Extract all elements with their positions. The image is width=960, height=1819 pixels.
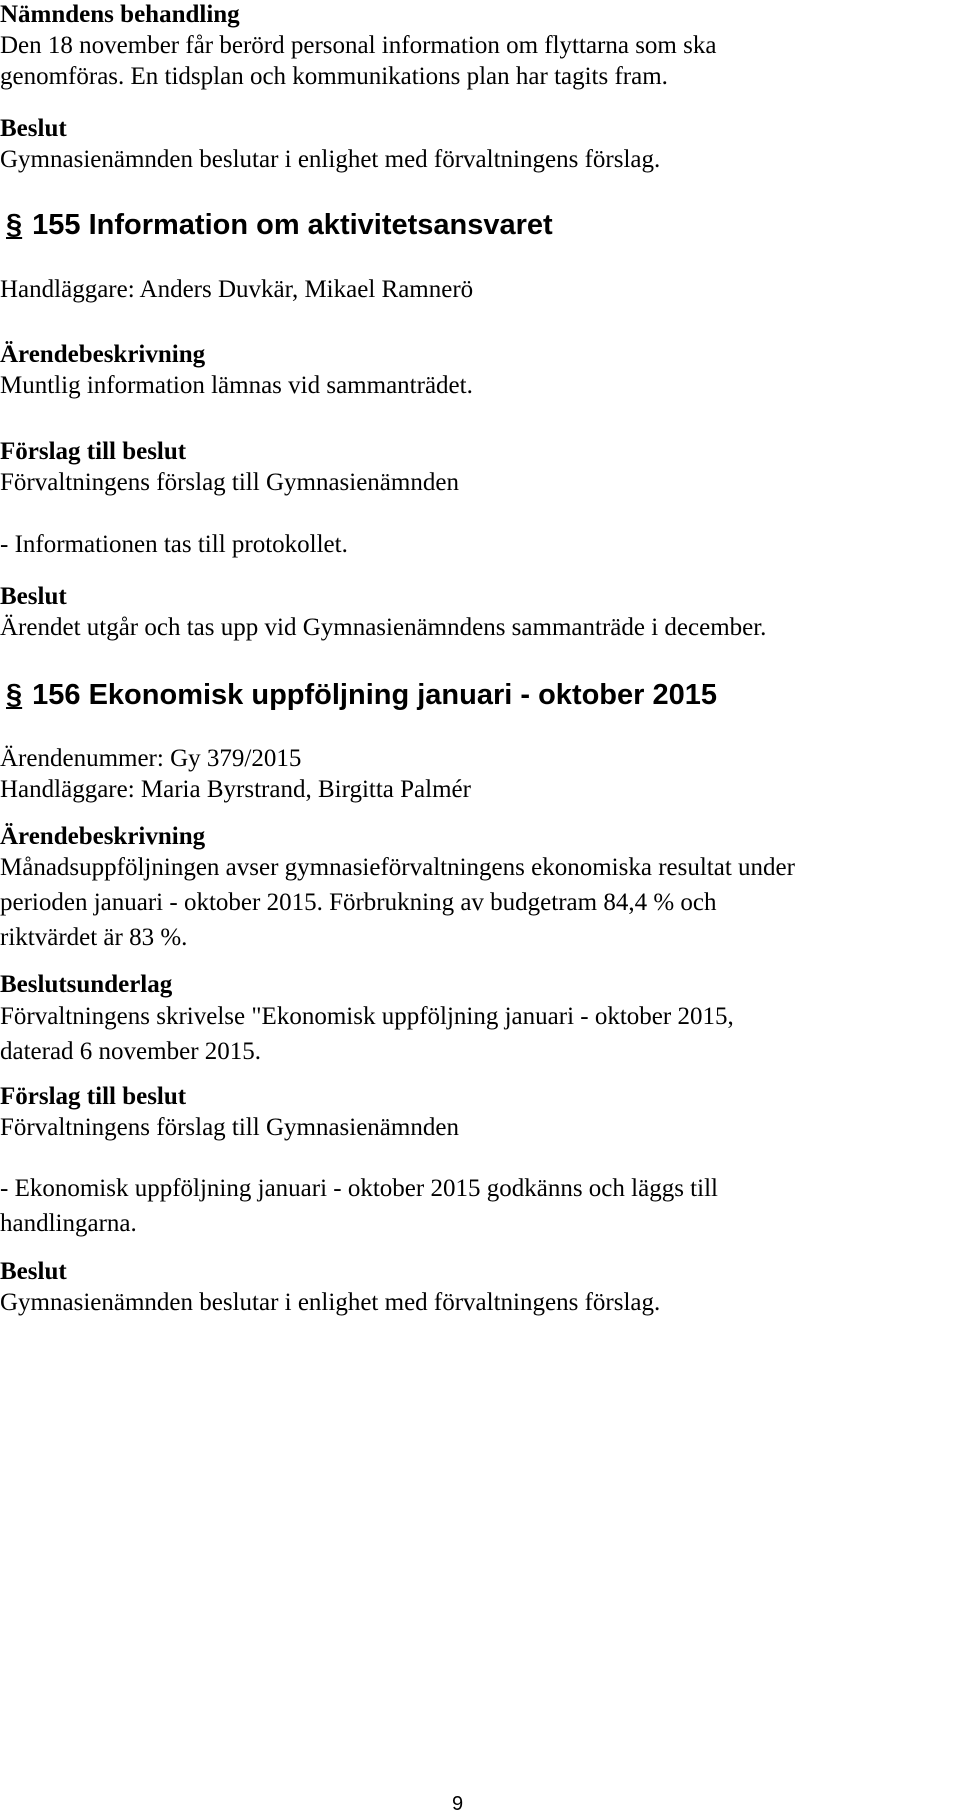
- forslag-items: [0, 1171, 958, 1241]
- beslutsunderlag-text: [0, 999, 958, 1069]
- arendenummer: Ärendenummer: Gy 379/2015: [0, 745, 302, 772]
- beslut-text: Ärendet utgår och tas upp vid Gymnasienämndens sammanträde i december.: [0, 614, 767, 641]
- section-sign: §: [6, 209, 23, 241]
- text-line: handlingarna.: [0, 1210, 137, 1237]
- beslut-text: Gymnasienämnden beslutar i enlighet med förvaltningens förslag.: [0, 146, 661, 173]
- text-line: riktvärdet är 83 %.: [0, 924, 188, 951]
- arendebeskrivning-text: [0, 850, 958, 955]
- intro-text-line: genomföras. En tidsplan och kommunikations plan har tagits fram.: [0, 63, 668, 90]
- forslag-intro: Förvaltningens förslag till Gymnasienämnden: [0, 469, 459, 496]
- page-number: 9: [452, 1793, 464, 1815]
- section-156-title: [6, 678, 717, 712]
- heading-beslut: Beslut: [0, 115, 67, 142]
- heading-namndens-behandling: Nämndens behandling: [0, 1, 240, 28]
- forslag-item: - Informationen tas till protokollet.: [0, 531, 348, 558]
- section-155-title: [6, 208, 553, 242]
- heading-beslutsunderlag: Beslutsunderlag: [0, 971, 173, 998]
- heading-arendebeskrivning: Ärendebeskrivning: [0, 341, 206, 368]
- text-line: daterad 6 november 2015.: [0, 1038, 262, 1065]
- section-sign: §: [6, 679, 23, 711]
- text-line: Månadsuppföljningen avser gymnasieförvaltningens ekonomiska resultat under: [0, 854, 795, 881]
- arendebeskrivning-text: Muntlig information lämnas vid sammanträdet.: [0, 372, 473, 399]
- heading-beslut: Beslut: [0, 1258, 67, 1285]
- heading-beslut: Beslut: [0, 583, 67, 610]
- heading-forslag-till-beslut: Förslag till beslut: [0, 1083, 187, 1110]
- section-155-title-text: 155 Information om aktivitetsansvaret: [32, 209, 553, 241]
- heading-forslag-till-beslut: Förslag till beslut: [0, 438, 187, 465]
- handlaggare: Handläggare: Maria Byrstrand, Birgitta Palmér: [0, 776, 471, 803]
- intro-text-line: Den 18 november får berörd personal information om flyttarna som ska: [0, 32, 717, 59]
- text-line: Förvaltningens skrivelse "Ekonomisk uppföljning januari - oktober 2015,: [0, 1003, 734, 1030]
- text-line: - Ekonomisk uppföljning januari - oktober 2015 godkänns och läggs till: [0, 1175, 718, 1202]
- text-line: perioden januari - oktober 2015. Förbrukning av budgetram 84,4 % och: [0, 889, 717, 916]
- heading-arendebeskrivning: Ärendebeskrivning: [0, 823, 206, 850]
- forslag-intro: Förvaltningens förslag till Gymnasienämnden: [0, 1114, 459, 1141]
- section-156-title-text: 156 Ekonomisk uppföljning januari - oktober 2015: [32, 679, 718, 711]
- handlaggare: Handläggare: Anders Duvkär, Mikael Ramnerö: [0, 276, 474, 303]
- beslut-text: Gymnasienämnden beslutar i enlighet med förvaltningens förslag.: [0, 1289, 661, 1316]
